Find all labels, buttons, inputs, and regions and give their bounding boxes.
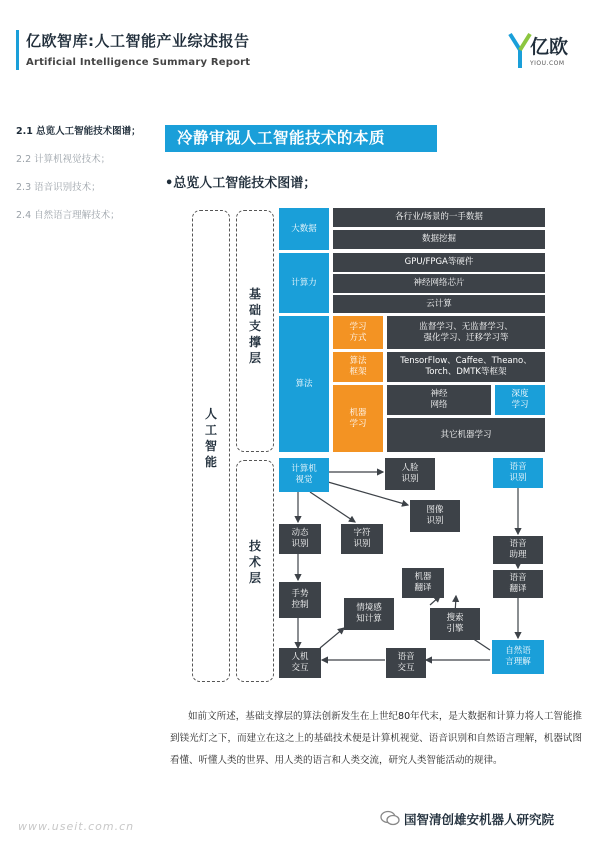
compute-item-gpu: GPU/FPGA等硬件 [333,253,545,272]
compute-item-chip: 神经网络芯片 [333,274,545,293]
bigdata-item-raw-data: 各行业/场景的一手数据 [333,208,545,227]
node-dynamic-recognition: 动态 识别 [279,524,321,554]
node-hci: 人机 交互 [279,648,321,678]
wechat-icon [380,810,400,826]
logo-text: 亿欧 [530,36,569,58]
algo-ml: 机器 学习 [333,385,383,452]
algo-neural-network: 神经 网络 [387,385,491,415]
node-voice-interaction: 语音 交互 [386,648,426,678]
report-subtitle: Artificial Intelligence Summary Report [26,57,251,68]
node-context-aware: 情境感 知计算 [344,598,394,630]
ai-label: 人工智能 [204,407,217,469]
tech-label: 技术层 [248,539,261,585]
node-computer-vision: 计算机 视觉 [279,458,329,492]
algo-deep-learning: 深度 学习 [495,385,545,415]
ai-tech-map-diagram [180,200,560,690]
node-machine-translation: 机器 翻译 [402,568,444,598]
node-image-recognition: 图像 识别 [410,500,460,532]
nav-item-speech[interactable]: 2.3 语音识别技术； [16,182,101,193]
algo-learning-items: 监督学习、无监督学习、 强化学习、迁移学习等 [387,316,545,349]
node-face-recognition: 人脸 识别 [385,458,435,490]
logo-url: YIOU.COM [530,60,565,67]
node-char-recognition: 字符 识别 [341,524,383,554]
watermark: www.useit.com.cn [18,820,135,833]
node-gesture-control: 手势 控制 [279,582,321,618]
node-speech-translation: 语音 翻译 [493,570,543,598]
body-paragraph: 如前文所述，基础支撑层的算法创新发生在上世纪80年代末，是大数据和计算力将人工智能推到镁光灯之下，而建立在这之上的基础技术便是计算机视觉、语音识别和自然语言理解，机器试图看懂、听懂人类的世界、用人类的语言和人类交流，研究人类智能活动的规律。 [170,711,582,766]
report-title: 亿欧智库:人工智能产业综述报告 [26,32,250,50]
section-nav [16,126,166,238]
row-bigdata: 大数据 [279,208,329,250]
section-subheading: •总览人工智能技术图谱； [165,176,317,191]
node-speech-assistant: 语音 助理 [493,536,543,564]
section-banner: 冷静审视人工智能技术的本质 [165,125,437,152]
algo-learning-mode: 学习 方式 [333,316,383,349]
compute-item-cloud: 云计算 [333,295,545,313]
nav-item-cv[interactable]: 2.2 计算机视觉技术； [16,154,111,165]
node-speech-recognition: 语音 识别 [493,458,543,488]
algo-framework: 算法 框架 [333,352,383,382]
nav-item-tech-map[interactable]: 2.1 总览人工智能技术图谱； [16,126,141,137]
row-algorithm: 算法 [279,316,329,452]
row-compute: 计算力 [279,253,329,313]
footer-brand: 国智清创雄安机器人研究院 [404,812,555,827]
header-accent-bar [16,30,19,70]
bigdata-item-mining: 数据挖掘 [333,230,545,249]
algo-framework-items: TensorFlow、Caffee、Theano、 Torch、DMTK等框架 [387,352,545,382]
algo-other-ml: 其它机器学习 [387,418,545,452]
node-search-engine: 搜索 引擎 [430,608,480,640]
nav-item-nlu[interactable]: 2.4 自然语言理解技术； [16,210,120,221]
foundation-label: 基础支撑层 [248,287,261,365]
node-nlu: 自然语 言理解 [492,640,544,674]
